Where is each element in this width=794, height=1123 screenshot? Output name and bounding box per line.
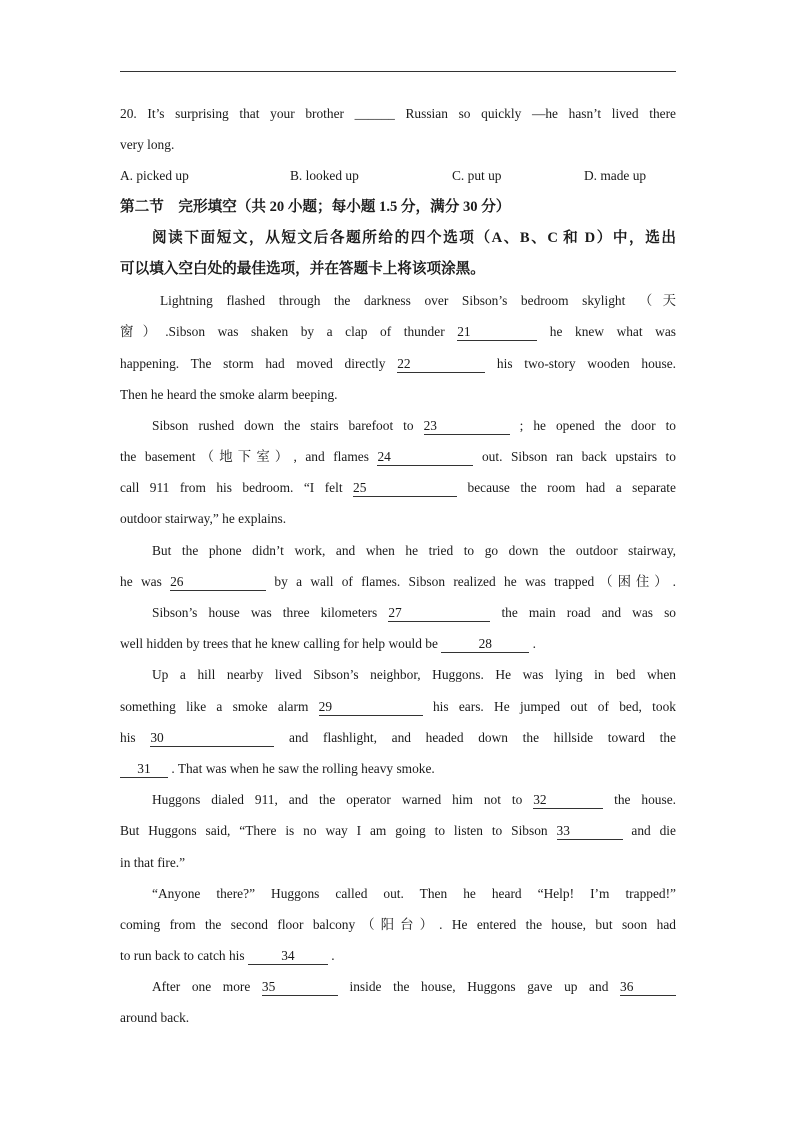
section-instructions: 阅读下面短文，从短文后各题所给的四个选项（A、B、C 和 D）中，选出 <box>152 229 676 246</box>
blank-27[interactable]: 27 <box>388 605 490 622</box>
text: inside the house, Huggons gave up and <box>349 979 609 995</box>
option-a[interactable]: A. picked up <box>120 168 189 184</box>
passage-line: Lightning flashed through the darkness over Sibson’s bedroom skylight （天 <box>160 293 676 309</box>
passage-line <box>120 784 676 815</box>
option-d[interactable]: D. made up <box>584 168 647 184</box>
blank-22[interactable]: 22 <box>397 356 485 373</box>
passage-line <box>120 597 676 628</box>
text: the main road and was so <box>501 605 677 620</box>
question-20-stem: 20. It’s surprising that your brother ______ Russian so quickly —he hasn’t lived there <box>120 106 676 121</box>
exam-page <box>120 98 676 1034</box>
text: because the room had a separate <box>467 480 676 496</box>
passage-line: coming from the second floor balcony（阳台）. He entered the house, but soon had <box>120 916 676 932</box>
blank-28[interactable]: 28 <box>441 636 529 653</box>
text: . That was when he saw the rolling heavy smoke. <box>171 760 435 776</box>
passage-line <box>120 971 676 1002</box>
text: Sibson’s house was three kilometers <box>152 605 378 620</box>
text: he knew what was <box>549 324 676 340</box>
blank-35[interactable]: 35 <box>262 979 338 996</box>
header-rule <box>120 71 676 72</box>
text: ; he opened the door to <box>519 417 676 433</box>
passage-line: Up a hill nearby lived Sibson’s neighbor, Huggons. He was lying in bed when <box>152 667 676 683</box>
blank-25[interactable]: 25 <box>353 480 457 497</box>
option-c[interactable]: C. put up <box>452 168 502 184</box>
passage-line <box>120 316 676 347</box>
text: well hidden by trees that he knew calling for help would be <box>120 636 438 652</box>
blank-32[interactable]: 32 <box>533 792 603 809</box>
text: he was <box>120 573 162 589</box>
blank-31[interactable]: 31 <box>120 761 168 778</box>
text: . <box>532 636 537 652</box>
passage-line <box>120 940 676 971</box>
text: Sibson rushed down the stairs barefoot to <box>152 417 414 433</box>
passage-line: outdoor stairway,” he explains. <box>120 511 287 527</box>
passage-line <box>120 722 676 753</box>
blank-24[interactable]: 24 <box>377 449 473 466</box>
blank-33[interactable]: 33 <box>557 823 623 840</box>
passage-line <box>120 753 676 784</box>
blank-34[interactable]: 34 <box>248 948 328 965</box>
question-20-options <box>120 160 676 191</box>
passage-line <box>120 566 676 597</box>
passage-line: Then he heard the smoke alarm beeping. <box>120 386 338 402</box>
section-heading: 第二节 完形填空（共 20 小题；每小题 1.5 分，满分 30 分） <box>120 198 511 215</box>
text: After one more <box>152 979 251 995</box>
blank-29[interactable]: 29 <box>319 699 423 716</box>
passage-line <box>120 815 676 846</box>
text: happening. The storm had moved directly <box>120 355 386 371</box>
text: and flashlight, and headed down the hillside toward the <box>289 729 676 745</box>
passage-line: “Anyone there?” Huggons called out. Then he heard “Help! I’m trapped!” <box>152 885 676 901</box>
text: and die <box>631 823 676 839</box>
text: to run back to catch his <box>120 948 245 964</box>
passage-line: But the phone didn’t work, and when he tried to go down the outdoor stairway, <box>152 542 676 558</box>
text: call 911 from his bedroom. “I felt <box>120 480 343 496</box>
text: . <box>331 948 335 964</box>
text: Huggons dialed 911, and the operator warned him not to <box>152 792 523 808</box>
text: the house. <box>614 792 676 808</box>
passage-line <box>120 691 676 722</box>
section-instructions-cont: 可以填入空白处的最佳选项，并在答题卡上将该项涂黑。 <box>120 260 485 277</box>
passage-line <box>120 410 676 441</box>
text: his <box>120 729 136 745</box>
passage-line <box>120 472 676 503</box>
blank-21[interactable]: 21 <box>457 324 537 341</box>
text: But Huggons said, “There is no way I am going to listen to Sibson <box>120 823 548 839</box>
blank-26[interactable]: 26 <box>170 574 266 591</box>
blank-23[interactable]: 23 <box>424 418 510 435</box>
blank-30[interactable]: 30 <box>150 730 274 747</box>
passage-line: around back. <box>120 1010 190 1026</box>
option-b[interactable]: B. looked up <box>290 168 359 184</box>
passage-line <box>120 441 676 472</box>
text: his two-story wooden house. <box>496 355 676 371</box>
question-20-stem-cont: very long. <box>120 137 175 153</box>
passage-line <box>120 628 676 659</box>
text: by a wall of flames. Sibson realized he was trapped（困住）. <box>274 573 676 589</box>
passage-line <box>120 348 676 379</box>
text: something like a smoke alarm <box>120 698 309 714</box>
text: his ears. He jumped out of bed, took <box>432 698 676 714</box>
blank-36[interactable]: 36 <box>620 979 676 996</box>
text: 窗）.Sibson was shaken by a clap of thunder <box>120 324 445 340</box>
text: the basement（地下室）, and flames <box>120 449 369 465</box>
text: out. Sibson ran back upstairs to <box>481 449 676 465</box>
passage-line: in that fire.” <box>120 854 186 870</box>
